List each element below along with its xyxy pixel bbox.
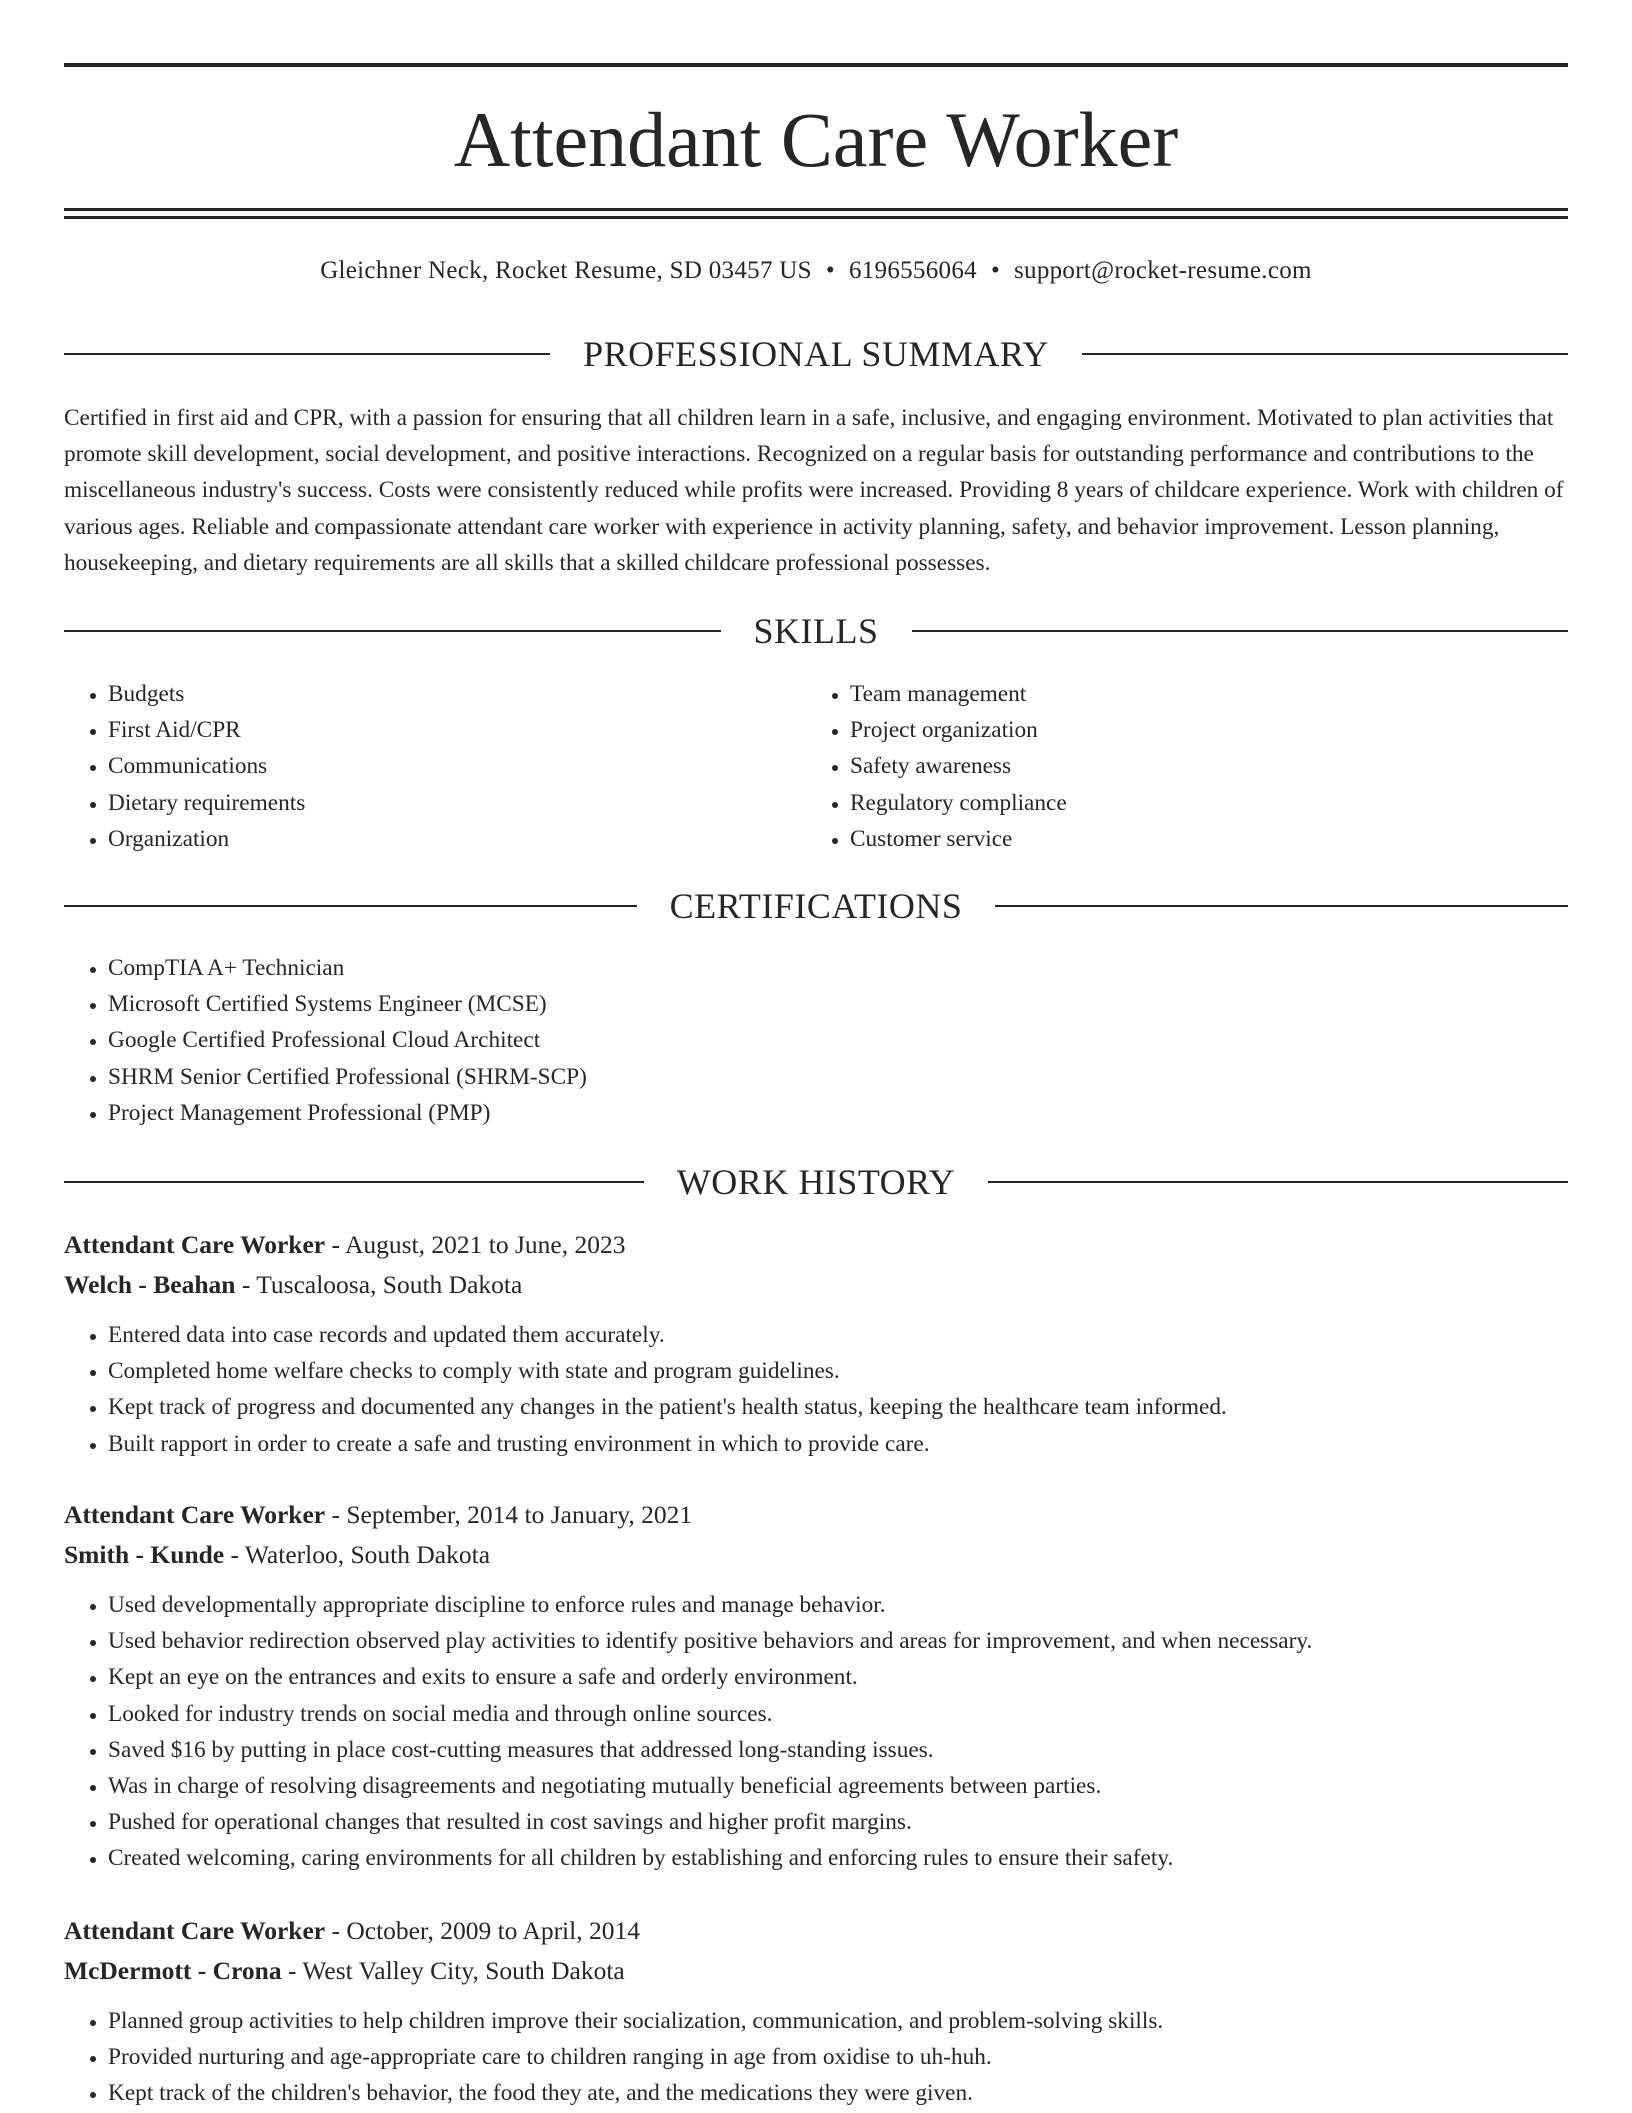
contact-address: Gleichner Neck, Rocket Resume, SD 03457 US bbox=[320, 257, 812, 284]
job-company: McDermott - Crona bbox=[64, 1956, 282, 1985]
job-company-line bbox=[64, 1265, 1568, 1305]
job-bullet: • Was in charge of resolving disagreements and negotiating mutually beneficial agreements between parties. bbox=[108, 1768, 1568, 1804]
job-entry bbox=[64, 1225, 1568, 1462]
heading-rule bbox=[912, 630, 1569, 632]
summary-text: Certified in first aid and CPR, with a passion for ensuring that all children learn in a safe, inclusive, and engaging environment. Motivated to plan activities that promote skill development, social development, and positive interactions. Recognized on a regular basis for outstanding performance and contributions to the miscellaneous industry's success. Costs were consistently reduced while profits were increased. Providing 8 years of childcare experience. Work with children of various ages. Reliable and compassionate attendant care worker with experience in activity planning, safety, and behavior improvement. Lesson planning, housekeeping, and dietary requirements are all skills that a skilled childcare professional possesses. bbox=[64, 405, 1564, 576]
contact-separator: • bbox=[825, 257, 835, 284]
job-entry bbox=[64, 1495, 1568, 1877]
skills-column-left bbox=[64, 676, 764, 857]
job-company-line bbox=[64, 1951, 1568, 1991]
section-heading-summary bbox=[64, 332, 1568, 376]
job-bullet: • Created welcoming, caring environments for all children by establishing and enforcing rules to ensure their safety. bbox=[108, 1840, 1568, 1876]
section-title: WORK HISTORY bbox=[676, 1162, 956, 1202]
job-bullet: • Saved $16 by putting in place cost-cutting measures that addressed long-standing issues. bbox=[108, 1732, 1568, 1768]
section-title: SKILLS bbox=[753, 611, 879, 651]
skill-item: • First Aid/CPR bbox=[108, 712, 764, 748]
heading-rule bbox=[64, 630, 721, 632]
job-location: - Tuscaloosa, South Dakota bbox=[235, 1270, 523, 1299]
job-company: Smith - Kunde bbox=[64, 1540, 225, 1569]
certification-item: • SHRM Senior Certified Professional (SHRM-SCP) bbox=[108, 1059, 1568, 1095]
job-location: - Waterloo, South Dakota bbox=[224, 1540, 491, 1569]
job-title: Attendant Care Worker bbox=[64, 1500, 326, 1529]
contact-separator: • bbox=[990, 257, 1000, 284]
job-bullets bbox=[64, 1317, 1568, 1462]
job-company-line bbox=[64, 1535, 1568, 1575]
job-title: Attendant Care Worker bbox=[64, 1230, 326, 1259]
skill-item: • Communications bbox=[108, 748, 764, 784]
section-heading-work-history bbox=[64, 1160, 1568, 1204]
job-bullets bbox=[64, 2003, 1568, 2112]
certification-item: • Microsoft Certified Systems Engineer (MCSE) bbox=[108, 986, 1568, 1022]
skill-item: • Safety awareness bbox=[850, 748, 1506, 784]
job-bullet: • Kept track of the children's behavior, the food they ate, and the medications they were given. bbox=[108, 2075, 1568, 2111]
section-title: CERTIFICATIONS bbox=[669, 886, 963, 926]
job-location: - West Valley City, South Dakota bbox=[281, 1956, 625, 1985]
header-bottom-rule bbox=[64, 208, 1568, 211]
skills-column-right bbox=[806, 676, 1506, 857]
job-bullets bbox=[64, 1587, 1568, 1877]
contact-line bbox=[64, 253, 1568, 289]
job-bullet: • Used behavior redirection observed play activities to identify positive behaviors and areas for improvement, and when necessary. bbox=[108, 1623, 1568, 1659]
job-bullet: • Used developmentally appropriate discipline to enforce rules and manage behavior. bbox=[108, 1587, 1568, 1623]
section-heading-certifications bbox=[64, 884, 1568, 928]
heading-rule bbox=[1082, 353, 1568, 355]
job-title-line bbox=[64, 1225, 1568, 1265]
certification-item: • CompTIA A+ Technician bbox=[108, 950, 1568, 986]
header-bottom-rule-second bbox=[64, 216, 1568, 219]
job-dates: - August, 2021 to June, 2023 bbox=[325, 1230, 626, 1259]
job-title-line bbox=[64, 1911, 1568, 1951]
heading-rule bbox=[988, 1181, 1568, 1183]
skill-item: • Regulatory compliance bbox=[850, 785, 1506, 821]
section-heading-skills bbox=[64, 609, 1568, 653]
resume-title: Attendant Care Worker bbox=[453, 96, 1179, 183]
heading-rule bbox=[64, 1181, 644, 1183]
job-bullet: • Completed home welfare checks to comply with state and program guidelines. bbox=[108, 1353, 1568, 1389]
job-dates: - September, 2014 to January, 2021 bbox=[325, 1500, 693, 1529]
heading-rule bbox=[995, 905, 1568, 907]
job-dates: - October, 2009 to April, 2014 bbox=[325, 1916, 640, 1945]
contact-phone: 6196556064 bbox=[848, 257, 977, 284]
certifications-block bbox=[64, 950, 1568, 1131]
skill-item: • Team management bbox=[850, 676, 1506, 712]
job-bullet: • Provided nurturing and age-appropriate care to children ranging in age from oxidise to uh-huh. bbox=[108, 2039, 1568, 2075]
job-company: Welch - Beahan bbox=[64, 1270, 236, 1299]
job-bullet: • Kept an eye on the entrances and exits to ensure a safe and orderly environment. bbox=[108, 1659, 1568, 1695]
job-bullet: • Kept track of progress and documented any changes in the patient's health status, keeping the healthcare team informed. bbox=[108, 1389, 1568, 1425]
job-bullet: • Pushed for operational changes that resulted in cost savings and higher profit margins. bbox=[108, 1804, 1568, 1840]
certification-item: • Google Certified Professional Cloud Architect bbox=[108, 1022, 1568, 1058]
skill-item: • Customer service bbox=[850, 821, 1506, 857]
job-bullet: • Looked for industry trends on social media and through online sources. bbox=[108, 1696, 1568, 1732]
contact-email: support@rocket-resume.com bbox=[1014, 257, 1312, 284]
skill-item: • Project organization bbox=[850, 712, 1506, 748]
skill-item: • Budgets bbox=[108, 676, 764, 712]
section-title: PROFESSIONAL SUMMARY bbox=[583, 334, 1049, 374]
certifications-list bbox=[64, 950, 1568, 1131]
skills-list-right bbox=[806, 676, 1506, 857]
skills-list-left bbox=[64, 676, 764, 857]
job-title: Attendant Care Worker bbox=[64, 1916, 326, 1945]
certification-item: • Project Management Professional (PMP) bbox=[108, 1095, 1568, 1131]
job-bullet: • Entered data into case records and updated them accurately. bbox=[108, 1317, 1568, 1353]
skill-item: • Dietary requirements bbox=[108, 785, 764, 821]
job-entry bbox=[64, 1911, 1568, 2112]
heading-rule bbox=[64, 353, 550, 355]
job-title-line bbox=[64, 1495, 1568, 1535]
heading-rule bbox=[64, 905, 637, 907]
job-bullet: • Planned group activities to help children improve their socialization, communication, and problem-solving skills. bbox=[108, 2003, 1568, 2039]
skill-item: • Organization bbox=[108, 821, 764, 857]
job-bullet: • Built rapport in order to create a safe and trusting environment in which to provide care. bbox=[108, 1426, 1568, 1462]
header-top-rule bbox=[64, 63, 1568, 67]
